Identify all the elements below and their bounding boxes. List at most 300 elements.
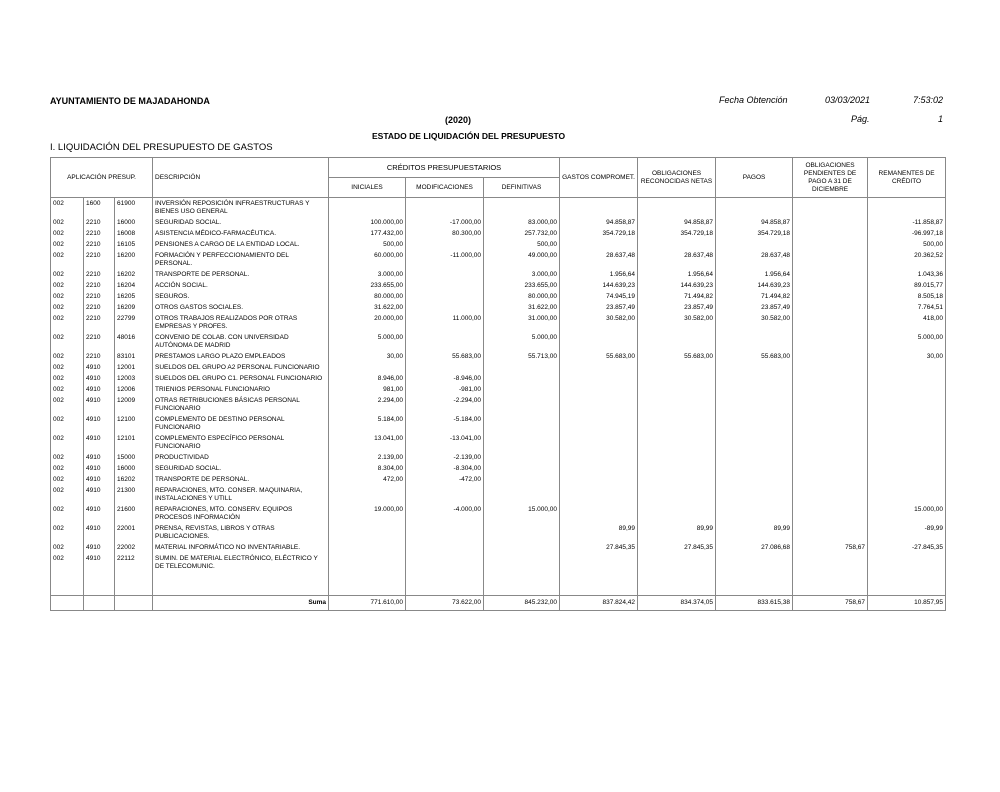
total-pen: 758,67 [793,596,868,611]
cell-recognized-obligation [638,362,716,373]
cell-program-code: 2210 [84,269,115,280]
cell-pending-payment [793,414,868,433]
spacer-cell [329,572,406,596]
cell-description: CONVENIO DE COLAB. CON UNIVERSIDAD AUTÓNOMA DE MADRID [153,332,329,351]
cell-modification: -981,00 [406,384,484,395]
cell-economic-code: 16204 [115,280,153,291]
cell-committed-expense [560,373,638,384]
cell-pending-payment [793,269,868,280]
cell-program-code: 4910 [84,452,115,463]
cell-modification: -17.000,00 [406,217,484,228]
cell-pending-payment [793,228,868,239]
cell-definitive-credit [484,474,560,485]
cell-description: PRENSA, REVISTAS, LIBROS Y OTRAS PUBLICACIONES. [153,523,329,542]
table-row [51,373,946,384]
cell-economic-code: 61900 [115,198,153,218]
cell-payment: 144.639,23 [716,280,793,291]
cell-committed-expense [560,198,638,218]
table-row [51,250,946,269]
cell-remaining-credit [868,414,946,433]
cell-pending-payment [793,395,868,414]
cell-pending-payment [793,198,868,218]
spacer-cell [868,572,946,596]
cell-pending-payment [793,504,868,523]
cell-initial-credit: 80.000,00 [329,291,406,302]
cell-program-code: 2210 [84,291,115,302]
cell-program-code: 2210 [84,239,115,250]
cell-remaining-credit [868,433,946,452]
cell-description: TRIENIOS PERSONAL FUNCIONARIO [153,384,329,395]
cell-committed-expense [560,452,638,463]
cell-remaining-credit: 30,00 [868,351,946,362]
cell-economic-code: 16000 [115,217,153,228]
cell-description: COMPLEMENTO ESPECÍFICO PERSONAL FUNCIONARIO [153,433,329,452]
cell-economic-code: 16008 [115,228,153,239]
cell-committed-expense [560,384,638,395]
cell-program-code: 2210 [84,332,115,351]
cell-definitive-credit [484,198,560,218]
spacer-cell [153,572,329,596]
cell-initial-credit: 500,00 [329,239,406,250]
cell-remaining-credit [868,485,946,504]
cell-recognized-obligation [638,553,716,572]
spacer-row [51,572,946,596]
total-ini: 771.610,00 [329,596,406,611]
table-row [51,332,946,351]
cell-description: SEGURIDAD SOCIAL. [153,217,329,228]
cell-economic-code: 12003 [115,373,153,384]
cell-initial-credit: 233.655,00 [329,280,406,291]
cell-program-code: 2210 [84,217,115,228]
cell-payment [716,452,793,463]
cell-pending-payment [793,302,868,313]
cell-committed-expense [560,485,638,504]
cell-economic-code: 22799 [115,313,153,332]
cell-modification: -8.946,00 [406,373,484,384]
cell-definitive-credit [484,485,560,504]
cell-description: SUELDOS DEL GRUPO C1. PERSONAL FUNCIONARIO [153,373,329,384]
cell-pending-payment [793,351,868,362]
cell-recognized-obligation [638,463,716,474]
total-def: 845.232,00 [484,596,560,611]
cell-payment [716,553,793,572]
cell-modification [406,332,484,351]
cell-recognized-obligation [638,332,716,351]
cell-initial-credit: 5.000,00 [329,332,406,351]
cell-program-code: 2210 [84,280,115,291]
totals-empty-cell [115,596,153,611]
cell-initial-credit: 8.304,00 [329,463,406,474]
cell-org-code: 002 [51,313,84,332]
header-pendientes: OBLIGACIONES PENDIENTES DE PAGO A 31 DE DICIEMBRE [793,158,868,198]
cell-committed-expense: 23.857,49 [560,302,638,313]
cell-payment: 23.857,49 [716,302,793,313]
cell-economic-code: 12101 [115,433,153,452]
cell-program-code: 4910 [84,463,115,474]
header-aplicacion: APLICACIÓN PRESUP. [51,158,153,198]
cell-remaining-credit [868,198,946,218]
cell-pending-payment [793,452,868,463]
header-modificaciones: MODIFICACIONES [406,178,484,198]
cell-initial-credit: 177.432,00 [329,228,406,239]
cell-payment: 94.858,87 [716,217,793,228]
cell-modification: -5.184,00 [406,414,484,433]
cell-modification [406,302,484,313]
cell-economic-code: 12001 [115,362,153,373]
cell-remaining-credit: -11.858,87 [868,217,946,228]
cell-pending-payment [793,485,868,504]
cell-definitive-credit [484,542,560,553]
header-creditos: CRÉDITOS PRESUPUESTARIOS [329,158,560,178]
cell-payment: 55.683,00 [716,351,793,362]
cell-recognized-obligation: 23.857,49 [638,302,716,313]
cell-payment: 89,99 [716,523,793,542]
cell-initial-credit: 60.000,00 [329,250,406,269]
totals-empty-cell [51,596,84,611]
cell-payment [716,463,793,474]
cell-recognized-obligation [638,504,716,523]
cell-committed-expense [560,414,638,433]
header-remanentes: REMANENTES DE CRÉDITO [868,158,946,198]
cell-recognized-obligation: 354.729,18 [638,228,716,239]
table-row [51,217,946,228]
table-row [51,504,946,523]
cell-definitive-credit [484,395,560,414]
cell-org-code: 002 [51,291,84,302]
cell-initial-credit [329,523,406,542]
cell-org-code: 002 [51,414,84,433]
cell-description: SUMIN. DE MATERIAL ELECTRÓNICO, ELÉCTRICO Y DE TELECOMUNIC. [153,553,329,572]
cell-program-code: 4910 [84,523,115,542]
cell-pending-payment [793,523,868,542]
cell-payment [716,414,793,433]
cell-payment [716,474,793,485]
cell-org-code: 002 [51,362,84,373]
cell-org-code: 002 [51,542,84,553]
cell-pending-payment [793,433,868,452]
cell-remaining-credit: 500,00 [868,239,946,250]
cell-description: OTRAS RETRIBUCIONES BÁSICAS PERSONAL FUNCIONARIO [153,395,329,414]
cell-recognized-obligation: 144.639,23 [638,280,716,291]
cell-modification [406,523,484,542]
cell-org-code: 002 [51,239,84,250]
cell-payment: 30.582,00 [716,313,793,332]
cell-modification [406,280,484,291]
cell-modification [406,485,484,504]
spacer-cell [84,572,115,596]
cell-org-code: 002 [51,523,84,542]
cell-description: SEGURIDAD SOCIAL. [153,463,329,474]
cell-remaining-credit [868,384,946,395]
cell-definitive-credit: 500,00 [484,239,560,250]
cell-recognized-obligation [638,414,716,433]
cell-recognized-obligation [638,373,716,384]
cell-modification: 55.683,00 [406,351,484,362]
cell-remaining-credit [868,395,946,414]
cell-modification: 80.300,00 [406,228,484,239]
cell-definitive-credit [484,414,560,433]
table-row [51,239,946,250]
cell-economic-code: 16202 [115,474,153,485]
table-row [51,542,946,553]
table-row [51,474,946,485]
cell-committed-expense: 1.956,64 [560,269,638,280]
cell-pending-payment [793,373,868,384]
cell-payment [716,198,793,218]
cell-economic-code: 12006 [115,384,153,395]
spacer-cell [638,572,716,596]
totals-empty-cell [84,596,115,611]
cell-remaining-credit [868,362,946,373]
table-row [51,485,946,504]
cell-recognized-obligation [638,395,716,414]
cell-program-code: 4910 [84,433,115,452]
cell-committed-expense [560,504,638,523]
cell-description: MATERIAL INFORMÁTICO NO INVENTARIABLE. [153,542,329,553]
cell-remaining-credit [868,463,946,474]
cell-description: OTROS GASTOS SOCIALES. [153,302,329,313]
cell-economic-code: 16000 [115,463,153,474]
cell-org-code: 002 [51,384,84,395]
cell-program-code: 4910 [84,485,115,504]
cell-economic-code: 12009 [115,395,153,414]
header-pagos: PAGOS [716,158,793,198]
cell-org-code: 002 [51,373,84,384]
cell-recognized-obligation: 1.956,64 [638,269,716,280]
cell-economic-code: 16205 [115,291,153,302]
cell-committed-expense: 354.729,18 [560,228,638,239]
cell-modification: -2.139,00 [406,452,484,463]
total-rem: 10.857,95 [868,596,946,611]
cell-remaining-credit [868,452,946,463]
cell-description: COMPLEMENTO DE DESTINO PERSONAL FUNCIONARIO [153,414,329,433]
cell-description: PRESTAMOS LARGO PLAZO EMPLEADOS [153,351,329,362]
cell-committed-expense [560,362,638,373]
report-title: ESTADO DE LIQUIDACIÓN DEL PRESUPUESTO [372,131,566,141]
spacer-cell [716,572,793,596]
budget-table [50,157,946,611]
cell-modification [406,239,484,250]
cell-definitive-credit [484,362,560,373]
cell-payment: 71.494,82 [716,291,793,302]
table-row [51,302,946,313]
cell-payment: 28.637,48 [716,250,793,269]
cell-definitive-credit: 55.713,00 [484,351,560,362]
cell-pending-payment [793,384,868,395]
table-row [51,291,946,302]
cell-committed-expense: 30.582,00 [560,313,638,332]
cell-payment [716,332,793,351]
table-row [51,452,946,463]
cell-initial-credit [329,553,406,572]
cell-recognized-obligation: 55.683,00 [638,351,716,362]
header-iniciales: INICIALES [329,178,406,198]
cell-modification: -472,00 [406,474,484,485]
cell-recognized-obligation [638,452,716,463]
table-row [51,433,946,452]
cell-pending-payment [793,239,868,250]
cell-description: SUELDOS DEL GRUPO A2 PERSONAL FUNCIONARIO [153,362,329,373]
cell-program-code: 4910 [84,414,115,433]
cell-remaining-credit [868,474,946,485]
section-title: I. LIQUIDACIÓN DEL PRESUPUESTO DE GASTOS [50,142,273,153]
cell-pending-payment [793,463,868,474]
cell-recognized-obligation [638,485,716,504]
totals-row [51,596,946,611]
cell-economic-code: 15000 [115,452,153,463]
cell-program-code: 2210 [84,250,115,269]
spacer-cell [115,572,153,596]
table-row [51,198,946,218]
cell-initial-credit [329,485,406,504]
cell-program-code: 4910 [84,384,115,395]
cell-initial-credit: 20.000,00 [329,313,406,332]
cell-modification [406,542,484,553]
cell-committed-expense: 74.945,19 [560,291,638,302]
cell-description: INVERSIÓN REPOSICIÓN INFRAESTRUCTURAS Y BIENES USO GENERAL [153,198,329,218]
cell-modification: -11.000,00 [406,250,484,269]
cell-initial-credit: 13.041,00 [329,433,406,452]
cell-org-code: 002 [51,395,84,414]
cell-economic-code: 16105 [115,239,153,250]
cell-committed-expense: 89,99 [560,523,638,542]
cell-description: TRANSPORTE DE PERSONAL. [153,474,329,485]
cell-definitive-credit [484,452,560,463]
totals-label: Suma [153,596,329,611]
cell-payment [716,504,793,523]
header-obligaciones: OBLIGACIONES RECONOCIDAS NETAS [638,158,716,198]
total-gas: 837.824,42 [560,596,638,611]
cell-payment [716,384,793,395]
cell-modification: -13.041,00 [406,433,484,452]
cell-program-code: 2210 [84,302,115,313]
cell-definitive-credit: 233.655,00 [484,280,560,291]
cell-modification: -8.304,00 [406,463,484,474]
cell-org-code: 002 [51,302,84,313]
cell-org-code: 002 [51,351,84,362]
fiscal-year: (2020) [445,115,472,125]
table-row [51,463,946,474]
cell-initial-credit: 31.622,00 [329,302,406,313]
cell-payment: 1.956,64 [716,269,793,280]
cell-definitive-credit [484,433,560,452]
cell-remaining-credit: 20.362,52 [868,250,946,269]
cell-pending-payment [793,474,868,485]
cell-org-code: 002 [51,474,84,485]
cell-program-code: 4910 [84,474,115,485]
total-pag: 833.615,38 [716,596,793,611]
cell-org-code: 002 [51,463,84,474]
cell-remaining-credit: 15.000,00 [868,504,946,523]
cell-initial-credit: 2.294,00 [329,395,406,414]
header-descripcion: DESCRIPCIÓN [153,158,329,198]
cell-economic-code: 22112 [115,553,153,572]
cell-initial-credit [329,198,406,218]
cell-initial-credit: 19.000,00 [329,504,406,523]
cell-recognized-obligation [638,384,716,395]
page-label: Pág. [851,114,870,124]
cell-pending-payment [793,553,868,572]
cell-modification: -2.294,00 [406,395,484,414]
time-value: 7:53:02 [912,95,943,105]
cell-pending-payment [793,217,868,228]
cell-recognized-obligation [638,239,716,250]
cell-initial-credit: 3.000,00 [329,269,406,280]
cell-committed-expense: 27.845,35 [560,542,638,553]
cell-economic-code: 16200 [115,250,153,269]
cell-org-code: 002 [51,250,84,269]
cell-pending-payment: 758,67 [793,542,868,553]
cell-definitive-credit: 31.000,00 [484,313,560,332]
cell-recognized-obligation [638,474,716,485]
cell-payment [716,362,793,373]
cell-description: TRANSPORTE DE PERSONAL. [153,269,329,280]
cell-description: ACCIÓN SOCIAL. [153,280,329,291]
table-row [51,414,946,433]
cell-initial-credit [329,362,406,373]
cell-initial-credit: 2.139,00 [329,452,406,463]
cell-org-code: 002 [51,269,84,280]
cell-org-code: 002 [51,280,84,291]
cell-payment: 354.729,18 [716,228,793,239]
cell-remaining-credit: 418,00 [868,313,946,332]
organization-name: AYUNTAMIENTO DE MAJADAHONDA [50,96,210,106]
cell-initial-credit: 100.000,00 [329,217,406,228]
cell-payment: 27.086,68 [716,542,793,553]
cell-modification [406,553,484,572]
cell-economic-code: 22002 [115,542,153,553]
cell-remaining-credit: -96.997,18 [868,228,946,239]
cell-modification [406,269,484,280]
cell-payment [716,373,793,384]
cell-definitive-credit: 15.000,00 [484,504,560,523]
cell-committed-expense [560,474,638,485]
cell-program-code: 2210 [84,351,115,362]
cell-definitive-credit [484,523,560,542]
cell-program-code: 4910 [84,373,115,384]
cell-definitive-credit: 31.622,00 [484,302,560,313]
cell-initial-credit [329,542,406,553]
cell-org-code: 002 [51,228,84,239]
table-row [51,280,946,291]
cell-modification [406,362,484,373]
cell-modification: -4.000,00 [406,504,484,523]
cell-remaining-credit: 8.505,18 [868,291,946,302]
cell-initial-credit: 8.946,00 [329,373,406,384]
cell-remaining-credit: -27.845,35 [868,542,946,553]
cell-recognized-obligation: 28.637,48 [638,250,716,269]
cell-definitive-credit: 83.000,00 [484,217,560,228]
cell-program-code: 4910 [84,553,115,572]
cell-org-code: 002 [51,504,84,523]
spacer-cell [793,572,868,596]
cell-committed-expense [560,332,638,351]
spacer-cell [560,572,638,596]
cell-economic-code: 83101 [115,351,153,362]
cell-definitive-credit: 80.000,00 [484,291,560,302]
budget-table-body [51,198,946,611]
cell-description: OTROS TRABAJOS REALIZADOS POR OTRAS EMPRESAS Y PROFES. [153,313,329,332]
cell-committed-expense [560,463,638,474]
cell-program-code: 4910 [84,362,115,373]
cell-recognized-obligation: 30.582,00 [638,313,716,332]
cell-pending-payment [793,362,868,373]
cell-economic-code: 21300 [115,485,153,504]
cell-org-code: 002 [51,332,84,351]
cell-org-code: 002 [51,217,84,228]
cell-program-code: 4910 [84,542,115,553]
cell-payment [716,485,793,504]
